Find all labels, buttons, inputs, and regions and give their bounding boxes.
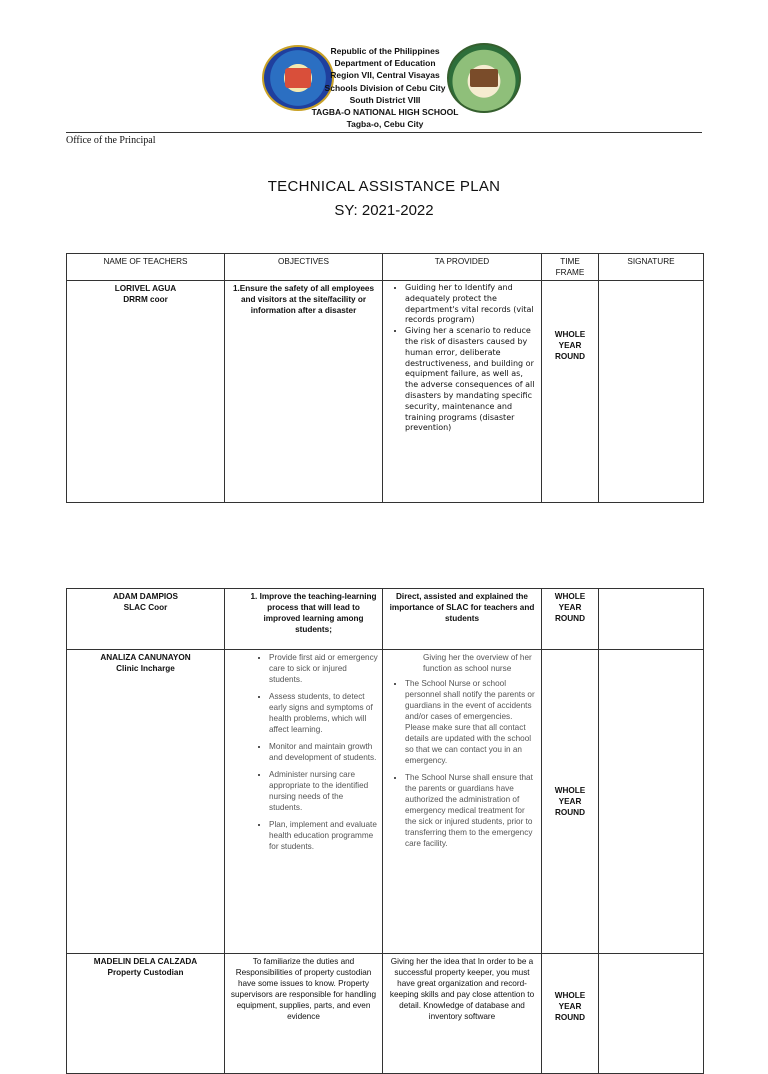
teacher-role: Clinic Incharge: [116, 664, 175, 673]
ta-plan-table-1: [66, 253, 704, 503]
ta-provided-cell: Direct, assisted and explained the importance of SLAC for teachers and students: [383, 589, 542, 650]
list-item: ▪ Administer nursing care appropriate to the identified nursing needs of the students.: [269, 769, 378, 813]
school-seal-logo: [447, 43, 521, 113]
table-row: [67, 281, 704, 503]
table-row: [67, 954, 704, 1074]
ta-provided-cell: [383, 281, 542, 503]
letterhead-line: Republic of the Philippines: [330, 46, 440, 56]
letterhead-line: Tagba-o, Cebu City: [346, 119, 424, 130]
ta-intro: Giving her the overview of her function as school nurse: [423, 653, 532, 673]
teacher-role: SLAC Coor: [123, 603, 168, 612]
time-frame-word: ROUND: [554, 1013, 586, 1022]
teacher-cell: [67, 281, 225, 503]
teacher-name: MADELIN DELA CALZADA: [93, 957, 198, 966]
time-frame-word: WHOLE: [554, 991, 586, 1000]
header-divider: [66, 132, 702, 133]
signature-cell: [599, 281, 704, 503]
time-frame-word: YEAR: [558, 603, 582, 612]
table-row: [67, 589, 704, 650]
list-item: • Giving her a scenario to reduce the risk of disasters caused by human error, deliberate destructiveness, and building or equipment failure, as well as, the adverse consequences of all disasters by mandating specific security, maintenance and training programs (disaster prevention): [405, 326, 537, 434]
time-frame-cell: [542, 954, 599, 1074]
school-year: SY: 2021-2022: [334, 202, 434, 219]
time-frame-word: WHOLE: [554, 330, 586, 339]
table-header-row: [67, 254, 704, 281]
objective-cell: 1.Ensure the safety of all employees and visitors at the site/facility or information after a disaster: [225, 281, 383, 503]
signature-cell: [599, 954, 704, 1074]
time-frame-cell: [542, 589, 599, 650]
letterhead-line: TAGBA-O NATIONAL HIGH SCHOOL: [311, 107, 459, 118]
teacher-cell: [67, 589, 225, 650]
header-objectives: OBJECTIVES: [225, 254, 383, 281]
list-item: ▪ Plan, implement and evaluate health education programme for students.: [269, 819, 378, 852]
list-item: ▪ Assess students, to detect early signs and symptoms of health problems, which will affect learning.: [269, 691, 378, 735]
objective-cell: [225, 589, 383, 650]
teacher-name: ADAM DAMPIOS: [112, 592, 179, 601]
header-ta-provided: TA PROVIDED: [383, 254, 542, 281]
header-name: NAME OF TEACHERS: [67, 254, 225, 281]
list-item: ▪ Provide first aid or emergency care to sick or injured students.: [269, 652, 378, 685]
list-item: ▪ The School Nurse shall ensure that the parents or guardians have authorized the administration of emergency medical treatment for the sick or injured students, prior to transferring them to the emergency care facility.: [405, 772, 537, 849]
table-row: [67, 650, 704, 954]
ta-provided-cell: Giving her the idea that In order to be a successful property keeper, you must have great organization and record-keeping skills and pay close attention to detail. Knowledge of database and inventory software: [383, 954, 542, 1074]
letterhead-line: Schools Division of Cebu City: [324, 82, 446, 93]
teacher-name: ANALIZA CANUNAYON: [100, 653, 191, 662]
list-item: ▪ The School Nurse or school personnel shall notify the parents or guardians in the event of accidents and/or cases of emergencies. Please make sure that all contact details are updated with the school so that we can contact you in an emergency.: [405, 678, 537, 766]
list-item: • Guiding her to Identify and adequately protect the department's vital records (vital records program): [405, 283, 537, 326]
letterhead-line: Region VII, Central Visayas: [330, 70, 440, 81]
time-frame-word: WHOLE: [554, 786, 586, 795]
time-frame-word: YEAR: [558, 1002, 582, 1011]
teacher-cell: [67, 954, 225, 1074]
time-frame-cell: [542, 650, 599, 954]
ta-provided-cell: [383, 650, 542, 954]
teacher-name: LORIVEL AGUA: [114, 284, 177, 293]
objective-cell: [225, 650, 383, 954]
letterhead-line: Department of Education: [334, 58, 436, 69]
list-item: ▪ Monitor and maintain growth and development of students.: [269, 741, 378, 763]
objective-text: 1. Improve the teaching-learning process that will lead to improved learning among students;: [250, 592, 377, 634]
time-frame-cell: [542, 281, 599, 503]
time-frame-word: ROUND: [554, 614, 586, 623]
header-signature: SIGNATURE: [599, 254, 704, 281]
signature-cell: [599, 589, 704, 650]
teacher-role: Property Custodian: [107, 968, 184, 977]
time-frame-word: YEAR: [558, 797, 582, 806]
time-frame-word: YEAR: [558, 341, 582, 350]
office-label: Office of the Principal: [66, 135, 156, 146]
signature-cell: [599, 650, 704, 954]
time-frame-word: ROUND: [554, 808, 586, 817]
time-frame-word: ROUND: [554, 352, 586, 361]
header-time-frame: TIME FRAME: [542, 254, 599, 281]
time-frame-word: WHOLE: [554, 592, 586, 601]
letterhead-line: South District VIII: [349, 94, 421, 105]
ta-plan-table-2: [66, 588, 704, 1074]
document-title: TECHNICAL ASSISTANCE PLAN: [267, 178, 501, 195]
teacher-cell: [67, 650, 225, 954]
objective-cell: To familiarize the duties and Responsibilities of property custodian have some issues to know. Property supervisors are responsible for handling equipment, supplies, parts, and even evidence: [225, 954, 383, 1074]
teacher-role: DRRM coor: [123, 295, 168, 304]
